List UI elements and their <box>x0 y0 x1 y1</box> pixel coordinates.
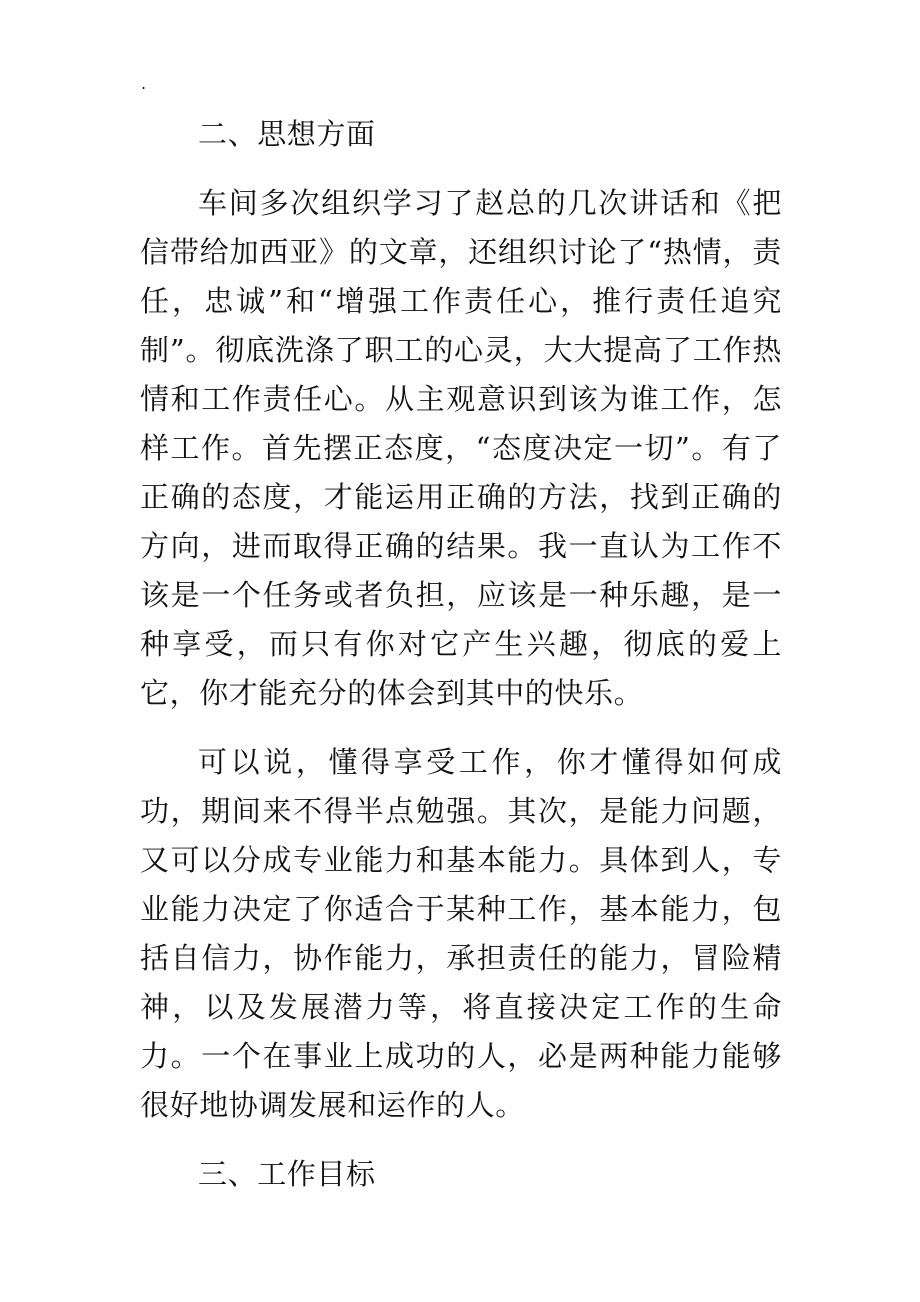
section-heading-work-goal: 三、工作目标 <box>198 1157 376 1191</box>
document-content <box>140 110 782 1219</box>
paragraph-work-enjoyment-ability: 可以说，懂得享受工作，你才懂得如何成功，期间来不得半点勉强。其次，是能力问题，又可以分成专业能力和基本能力。具体到人，专业能力决定了你适合于某种工作，基本能力，包括自信力，协作能力，承担责任的能力，冒险精神，以及发展潜力等，将直接决定工作的生命力。一个在事业上成功的人，必是两种能力能够很好地协调发展和运作的人。 <box>140 745 782 1122</box>
paragraph-thought-study: 车间多次组织学习了赵总的几次讲话和《把信带给加西亚》的文章，还组织讨论了“热情，责任，忠诚”和“增强工作责任心，推行责任追究制”。彻底洗涤了职工的心灵，大大提高了工作热情和工作责任心。从主观意识到该为谁工作，怎样工作。首先摆正态度，“态度决定一切”。有了正确的态度，才能运用正确的方法，找到正确的方向，进而取得正确的结果。我一直认为工作不该是一个任务或者负担，应该是一种乐趣，是一种享受，而只有你对它产生兴趣，彻底的爱上它，你才能充分的体会到其中的快乐。 <box>140 186 782 710</box>
top-mark: . <box>141 74 147 93</box>
section-heading-thought: 二、思想方面 <box>198 117 376 151</box>
